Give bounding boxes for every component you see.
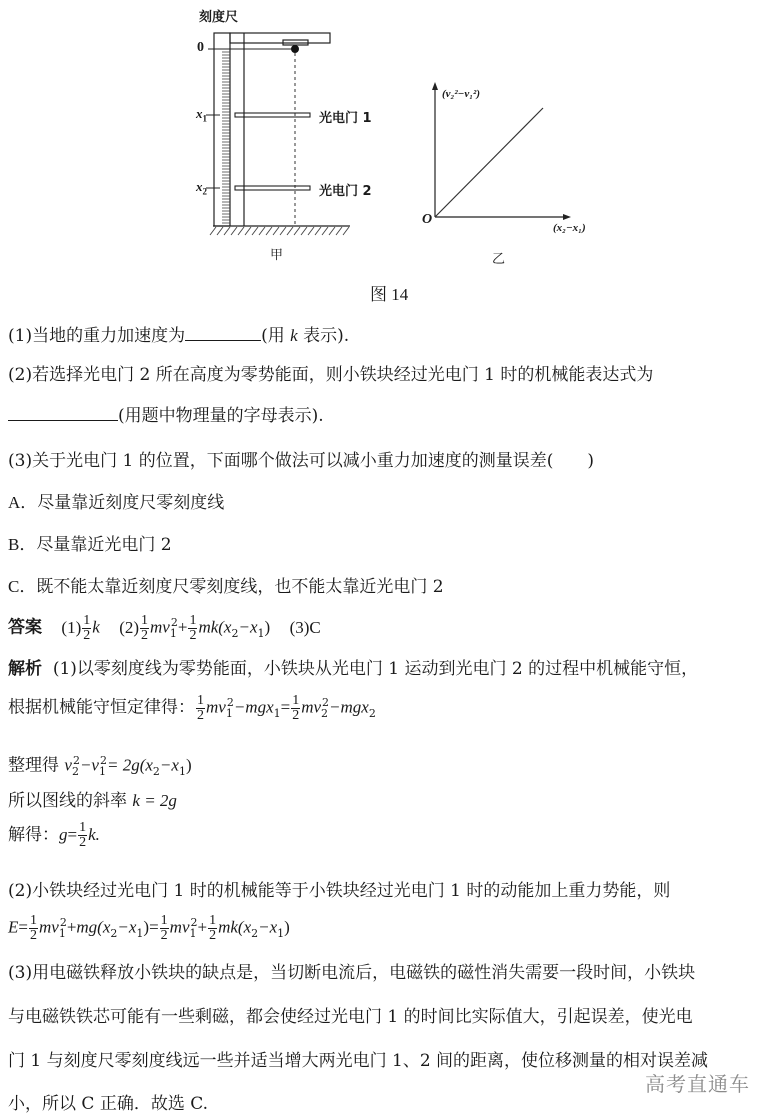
figure-yi-caption: 乙 [492,252,506,267]
option-a: A．尽量靠近刻度尺零刻度线 [8,493,225,513]
analysis-p3-line2: 与电磁铁铁芯可能有一些剩磁，都会使经过光电门 1 的时间比实际值大，引起误差，使光电 [8,1007,693,1027]
ruler-label: 刻度尺 [199,10,239,25]
analysis-p1-line2: 根据机械能守恒定律得： $\frac{1}{2}$ $mv_1^2-mgx_1=$ $\frac{1}{2}$ $mv_2^2-mgx_2$ [8,692,376,723]
answer-blank-1 [185,324,261,341]
option-c: C．既不能太靠近刻度尺零刻度线，也不能太靠近光电门 2 [8,577,444,597]
analysis-p1-line3: 整理得 $v_2^2-v_1^2= 2g(x_2-x_1)$ [8,754,192,779]
analysis-p3-line4: 小，所以 C 正确．故选 C. [8,1094,209,1114]
analysis-p1-line1: 解析 (1)以零刻度线为零势能面，小铁块从光电门 1 运动到光电门 2 的过程中机械能守恒， [8,659,699,679]
analysis-p3-line1: (3)用电磁铁释放小铁块的缺点是，当切断电流后，电磁铁的磁性消失需要一段时间，小铁块 [8,963,696,983]
question-3: (3)关于光电门 1 的位置，下面哪个做法可以减小重力加速度的测量误差( ) [8,451,594,471]
tick-x2-label: $x_2$ [196,179,207,197]
answer-title: 答案 [8,617,42,638]
question-2-line1: (2)若选择光电门 2 所在高度为零势能面，则小铁块经过光电门 1 时的机械能表达式为 [8,365,654,385]
question-1: (1)当地的重力加速度为 (用 k 表示). [8,326,350,346]
y-axis-arrow [432,82,438,90]
answer-line: 答案 (1) $\frac{1}{2}$ k (2) $\frac{1}{2}$ $mv_1^2+$ $\frac{1}{2}$ $mk(x_2-x_1)$ (3)C [8,612,321,643]
photogate-1 [235,113,310,117]
x-axis-arrow [563,214,571,220]
photogate-2 [235,186,310,190]
tick-zero-label: 0 [197,40,204,55]
iron-ball [291,45,299,53]
ruler-ticks [222,52,230,223]
figure-yi [400,70,600,270]
analysis-title: 解析 [8,659,42,679]
x-axis-label: (x₂−x₁) [553,222,586,234]
ruler [214,33,230,226]
analysis-p2-line1: (2)小铁块经过光电门 1 时的机械能等于小铁块经过光电门 1 时的动能加上重力势能，则 [8,881,671,901]
analysis-p3-line3: 门 1 与刻度尺零刻度线远一些并适当增大两光电门 1、2 间的距离，使位移测量的相对误差减 [8,1051,709,1071]
figure-jia [180,0,380,270]
tick-x1-label: $x_1$ [196,106,207,124]
analysis-p1-line5: 解得：g= $\frac{1}{2}$ k. [8,820,100,850]
y-axis-label: (v₂²−v₁²) [442,88,481,100]
ground-hatching [210,227,349,235]
analysis-p1-line4: 所以图线的斜率 k = 2g [8,791,177,811]
analysis-p2-line2: E= $\frac{1}{2}$ $mv_1^2+mg(x_2-x_1)=$ $\frac{1}{2}$ $mv_1^2+$ $\frac{1}{2}$ $mk(x_2-x_1)$ [8,912,290,943]
answer-blank-2 [8,404,118,421]
gate-1-label: 光电门 1 [319,111,372,126]
data-line [435,108,543,217]
option-b: B．尽量靠近光电门 2 [8,535,172,555]
top-arm [230,33,330,43]
origin-label: O [422,212,433,227]
watermark: 高考直通车 [645,1072,750,1096]
question-2-line2: (用题中物理量的字母表示). [8,404,324,427]
gate-2-label: 光电门 2 [319,184,372,199]
figure-jia-caption: 甲 [270,248,284,263]
figure-number: 图 14 [370,285,409,304]
